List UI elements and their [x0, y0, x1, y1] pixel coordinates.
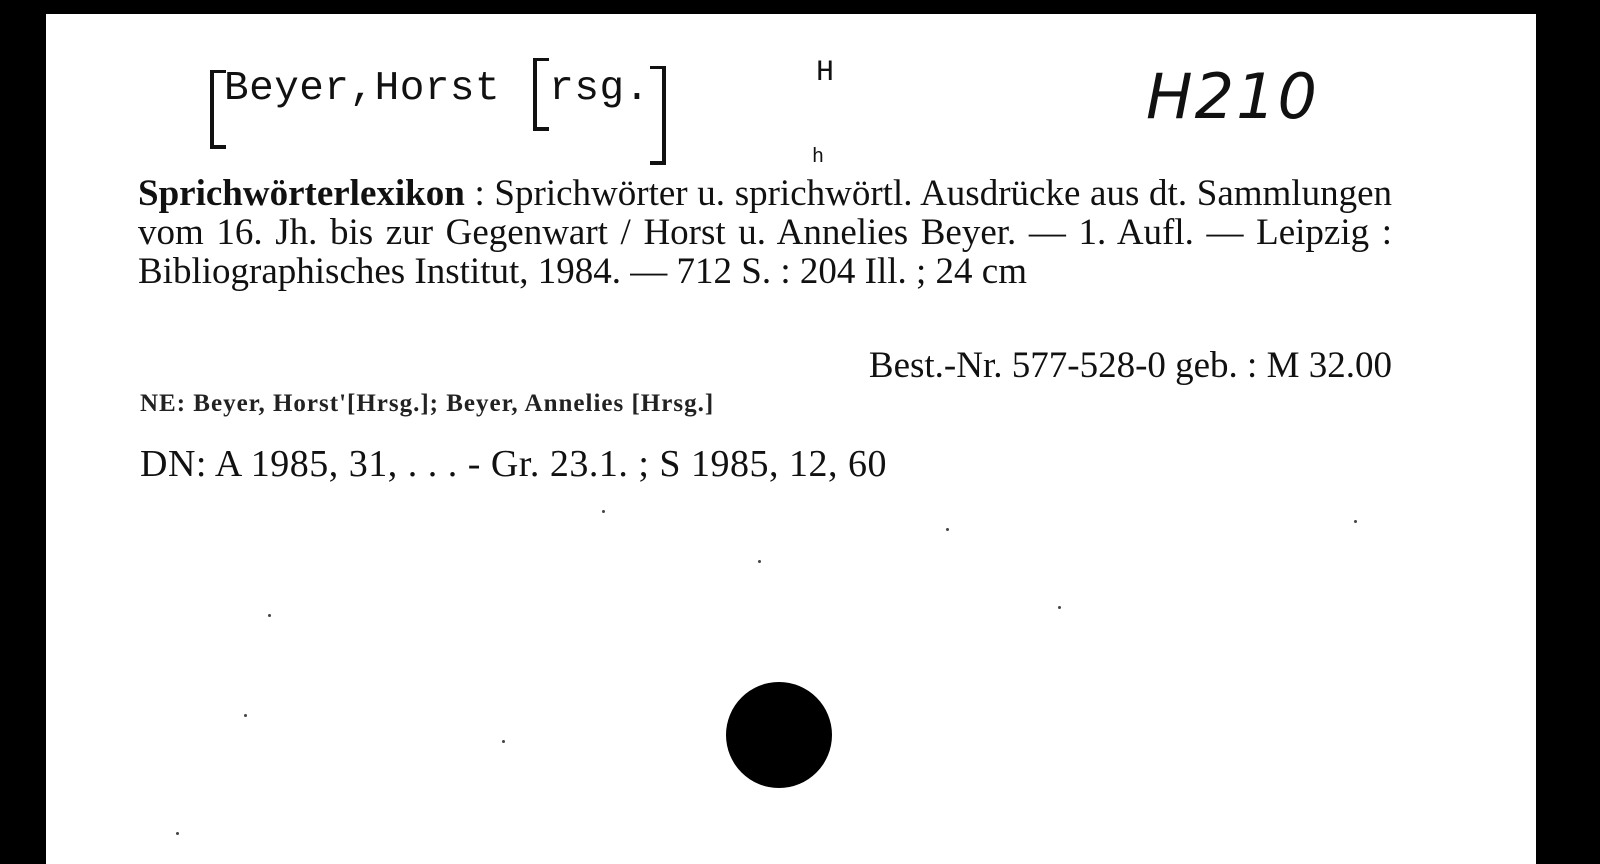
paper-speck [1354, 520, 1357, 523]
order-number-price: Best.-Nr. 577-528-0 geb. : M 32.00 [868, 345, 1392, 386]
paper-speck [244, 714, 247, 717]
role-bracket-right [650, 66, 666, 165]
heading-role-text: rsg. [549, 66, 650, 112]
role-bracket-left [533, 58, 549, 131]
entry-body: : Sprichwörter u. sprichwörtl. Ausdrücke aus dt. Sammlungen vom 16. Jh. bis zur Gegenwart / Horst u. Annelies Beyer. — 1. Aufl. — Leipzig : Bibliographisches Institut, 1984. — 712 S. : 204 Ill. ; 24 cm [138, 173, 1392, 292]
handwritten-shelfmark: H210 [1146, 60, 1319, 133]
paper-speck [758, 560, 761, 563]
paper-speck [1058, 606, 1061, 609]
punch-hole [726, 682, 832, 788]
entry-title: Sprichwörterlexikon [138, 173, 465, 214]
heading-name: Beyer,Horst [224, 66, 501, 112]
handwritten-role-mark: H [816, 56, 835, 90]
paper-speck [502, 740, 505, 743]
dn-reference: DN: A 1985, 31, . . . - Gr. 23.1. ; S 1985, 12, 60 [140, 443, 888, 485]
paper-speck [946, 528, 949, 531]
bibliographic-description [138, 174, 1392, 291]
heading-bracket-left [210, 70, 226, 149]
paper-speck [268, 614, 271, 617]
heading-role [549, 66, 649, 112]
paper-speck [602, 510, 605, 513]
heading-entry [224, 56, 835, 169]
catalog-card [46, 14, 1536, 864]
paper-speck [176, 832, 179, 835]
handwritten-role-annotation: h [812, 146, 825, 169]
added-entries: NE: Beyer, Horst'[Hrsg.]; Beyer, Annelies [Hrsg.] [140, 390, 715, 417]
